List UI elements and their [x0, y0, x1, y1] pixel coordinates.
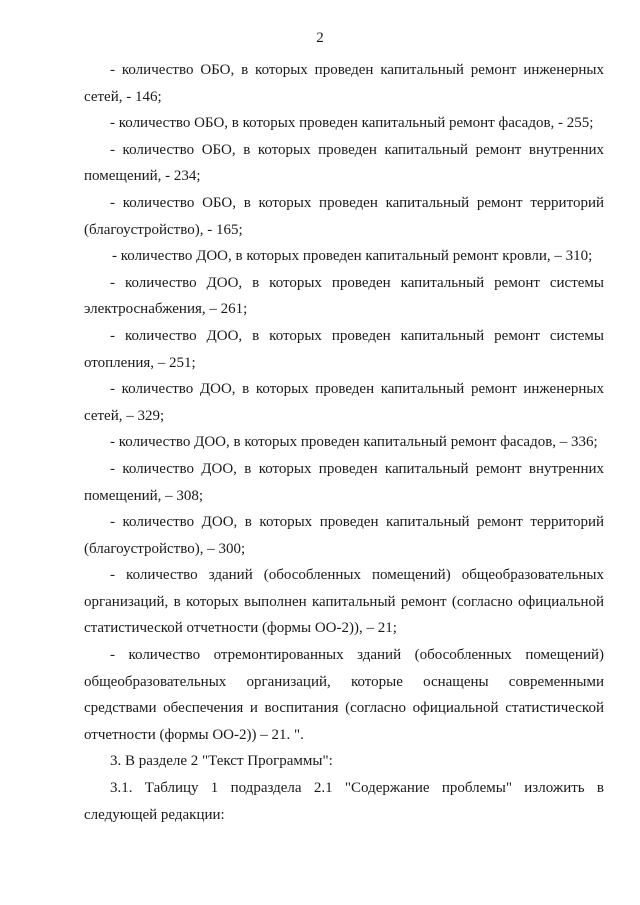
list-item: - количество ДОО, в которых проведен капитальный ремонт фасадов, – 336;: [110, 434, 598, 451]
page-number: 2: [316, 30, 324, 46]
list-item: - количество ДОО, в которых проведен капитальный ремонт кровли, – 310;: [112, 248, 593, 265]
list-item: - количество зданий (обособленных помещений) общеобразовательных организаций, в которых выполнен капитальный ремонт (согласно официальной статистической отчетности (формы ОО-2)), – 21;: [84, 567, 604, 637]
list-item: - количество ОБО, в которых проведен капитальный ремонт внутренних помещений, - 234;: [84, 141, 604, 185]
list-item: - количество ОБО, в которых проведен капитальный ремонт инженерных сетей, - 146;: [84, 62, 604, 105]
section-paragraph: 3.1. Таблицу 1 подраздела 2.1 "Содержание проблемы" изложить в следующей редакции:: [84, 780, 604, 823]
section-paragraph: 3. В разделе 2 "Текст Программы":: [110, 753, 333, 770]
list-item: - количество ОБО, в которых проведен капитальный ремонт территорий (благоустройство), - 165;: [84, 194, 604, 238]
document-body: [84, 57, 604, 828]
list-item: - количество ДОО, в которых проведен капитальный ремонт системы электроснабжения, – 261;: [84, 274, 604, 318]
list-item: - количество ДОО, в которых проведен капитальный ремонт территорий (благоустройство), – 300;: [84, 514, 604, 557]
list-item: - количество ДОО, в которых проведен капитальный ремонт внутренних помещений, – 308;: [84, 460, 604, 504]
list-item: - количество ДОО, в которых проведен капитальный ремонт инженерных сетей, – 329;: [84, 381, 604, 424]
list-item: - количество ДОО, в которых проведен капитальный ремонт системы отопления, – 251;: [84, 327, 604, 371]
list-item: - количество ОБО, в которых проведен капитальный ремонт фасадов, - 255;: [110, 115, 594, 132]
list-item: - количество отремонтированных зданий (обособленных помещений) общеобразовательных организаций, которые оснащены современными средствами обеспечения и воспитания (согласно официальной статистической отчетности (формы ОО-2)) – 21. ".: [84, 647, 604, 743]
